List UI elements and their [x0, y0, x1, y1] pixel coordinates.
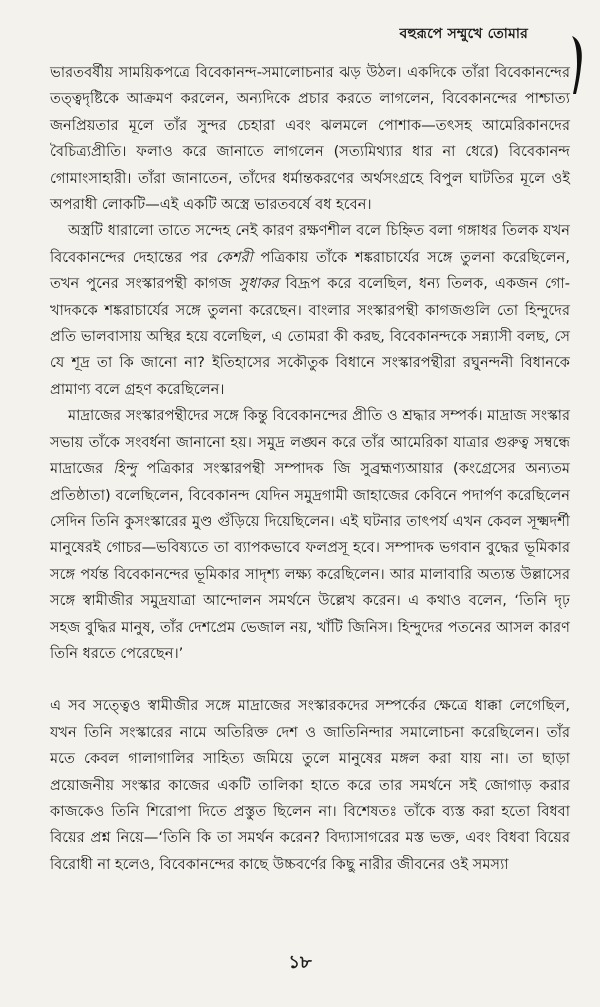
running-header: বহুরূপে সম্মুখে তোমার — [399, 26, 528, 42]
paragraph-text: ভারতবর্ষীয় সাময়িকপত্রে বিবেকানন্দ-সমালোচনার ঝড় উঠল। একদিকে তাঁরা বিবেকানন্দের তত্ত্বদৃষ্টিকে আক্রমণ করলেন, অন্যদিকে প্রচার করতে লাগলেন, বিবেকানন্দের পাশ্চাত্য জনপ্রিয়তার মূলে তাঁর সুন্দর চেহারা এবং ঝলমলে পোশাক—তৎসহ আমেরিকানদের বৈচিত্র্যপ্রীতি। ফলাও করে জানাতে লাগলেন (সত্যমিথ্যার ধার না ধেরে) বিবেকানন্দ গোমাংসাহারী। তাঁরা জানাতেন, তাঁদের ধর্মান্তকরণের অর্থসংগ্রহে বিপুল ঘাটতির মূলে ওই অপরাধী লোকটি—এই একটি অস্ত্রে ভারতবর্ষে বধ হবেন। — [50, 64, 570, 214]
publication-name-sudhakar: সুধাকর — [238, 275, 279, 293]
page-number: ১৮ — [288, 952, 312, 973]
paragraph-1 — [50, 60, 570, 218]
publication-name-hindu: হিন্দু — [113, 460, 137, 478]
paragraph-text: পত্রিকায় তাঁকে শঙ্করাচার্যের সঙ্গে তুলনা করেছিলেন, তখন পুনের সংস্কারপন্থী কাগজ — [50, 248, 570, 293]
paragraph-4 — [50, 693, 570, 878]
paragraph-text: পত্রিকার সংস্কারপন্থী সম্পাদক জি সুব্রহ্মণ্যআয়ার (কংগ্রেসের অন্যতম প্রতিষ্ঠাতা) বলেছিলেন, বিবেকানন্দ যেদিন সমুদ্রগামী জাহাজের কেবিনে পদার্পণ করেছিলেন সেদিন তিনি কুসংস্কারের মুণ্ড গুঁড়িয়ে দিয়েছিলেন। এই ঘটনার তাৎপর্য এখন কেবল সূক্ষ্মদর্শী মানুষেরই গোচর—ভবিষ্যতে তা ব্যাপকভাবে ফলপ্রসূ হবে। সম্পাদক ভগবান বুদ্ধের ভূমিকার সঙ্গে পর্যন্ত বিবেকানন্দের ভূমিকার সাদৃশ্য লক্ষ্য করেছিলেন। আর মালাবারি অত্যন্ত উল্লাসের সঙ্গে স্বামীজীর সমুদ্রযাত্রা আন্দোলন সমর্থনে উল্লেখ করেন। এ কথাও বলেন, ‘তিনি দৃঢ় সহজ বুদ্ধির মানুষ, তাঁর দেশপ্রেম ভেজাল নয়, খাঁটি জিনিস। হিন্দুদের পতনের আসল কারণ তিনি ধরতে পেরেছেন।’ — [50, 460, 571, 662]
paragraph-2 — [50, 218, 570, 403]
paragraph-3 — [50, 403, 570, 667]
paragraph-text: মাদ্রাজের সংস্কারপন্থীদের সঙ্গে কিন্তু বিবেকানন্দের প্রীতি ও শ্রদ্ধার সম্পর্ক। মাদ্রাজ সংস্কার সভায় তাঁকে সংবর্ধনা জানানো হয়। সমুদ্র লঙ্ঘন করে তাঁর আমেরিকা যাত্রার গুরুত্ব সম্বন্ধে মাদ্রাজের — [50, 407, 570, 478]
paragraph-text: অস্ত্রটি ধারালো তাতে সন্দেহ নেই কারণ রক্ষণশীল বলে চিহ্নিত বলা গঙ্গাধর তিলক যখন বিবেকানন্দের দেহান্তের পর — [50, 222, 570, 266]
bookmark-ribbon-icon — [570, 36, 584, 94]
publication-name-keshari: কেশরী — [215, 248, 253, 266]
paragraph-text: এ সব সত্ত্বেও স্বামীজীর সঙ্গে মাদ্রাজের সংস্কারকদের সম্পর্কের ক্ষেত্রে ধাক্কা লেগেছিল, যখন তিনি সংস্কারের নামে অতিরিক্ত দেশ ও জাতিনিন্দার সমালোচনা করেছিলেন। তাঁর মতে কেবল গালাগালির সাহিত্য জমিয়ে তুলে মানুষের মঙ্গল করা যায় না। তা ছাড়া প্রয়োজনীয় সংস্কার কাজের একটি তালিকা হাতে করে তার সমর্থনে সই জোগাড় করার কাজকেও তিনি শিরোপা দিতে প্রস্তুত ছিলেন না। বিশেষতঃ তাঁকে ব্যস্ত করা হতো বিধবা বিয়ের প্রশ্ন নিয়ে—‘তিনি কি তা সমর্থন করেন? বিদ্যাসাগরের মস্ত ভক্ত, এবং বিধবা বিয়ের বিরোধী না হলেও, বিবেকানন্দের কাছে উচ্চবর্ণের কিছু নারীর জীবনের ওই সমস্যা — [50, 697, 570, 873]
body-text — [50, 60, 570, 878]
paragraph-text: বিদ্রূপ করে বলেছিল, ধন্য তিলক, একজন গো-খাদককে শঙ্করাচার্যের সঙ্গে তুলনা করেছেন। বাংলার সংস্কারপন্থী কাগজগুলি তো হিন্দুদের প্রতি ভালবাসায় অস্থির হয়ে বলেছিল, এ তোমরা কী করছ, বিবেকানন্দকে সন্ন্যাসী বলছ, সে যে শূদ্র তা কি জানো না? ইতিহাসের সকৌতুক বিধানে সংস্কারপন্থীরা রঘুনন্দনী বিধানকে প্রামাণ্য বলে গ্রহণ করেছিলেন। — [50, 275, 570, 398]
